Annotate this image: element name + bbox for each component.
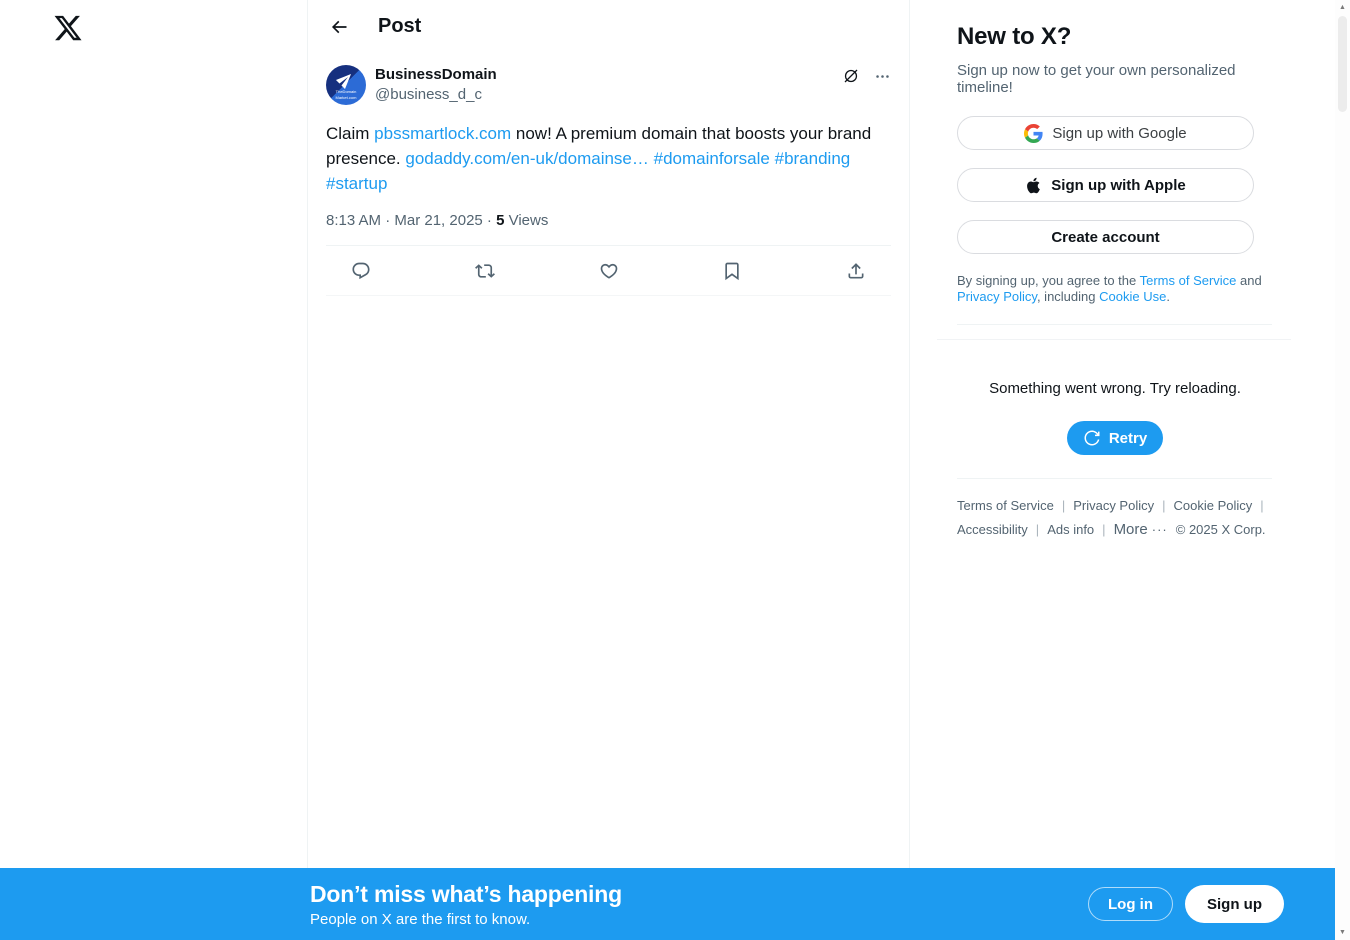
post-header <box>308 0 909 53</box>
banner-title: Don’t miss what’s happening <box>310 880 622 907</box>
divider <box>957 478 1272 479</box>
reply-button[interactable] <box>351 261 371 281</box>
copyright: © 2025 X Corp. <box>1175 522 1266 537</box>
legal-text <box>957 273 1267 305</box>
bottom-banner <box>0 868 1335 940</box>
grok-button[interactable] <box>842 67 860 85</box>
avatar[interactable] <box>326 65 366 105</box>
apple-icon <box>1025 176 1042 195</box>
scroll-down-icon[interactable]: ▼ <box>1339 929 1346 936</box>
tweet-hashtag-domainforsale[interactable]: #domainforsale <box>653 149 770 168</box>
divider <box>957 324 1272 325</box>
more-button[interactable] <box>874 68 891 85</box>
more-icon <box>874 68 891 85</box>
signup-google-label: Sign up with Google <box>1052 124 1187 142</box>
footer-links <box>957 494 1297 542</box>
arrow-left-icon <box>329 17 349 37</box>
banner-subtitle: People on X are the first to know. <box>310 910 531 928</box>
scrollbar-thumb[interactable] <box>1338 16 1347 112</box>
heart-icon <box>599 261 619 281</box>
error-box <box>957 380 1273 455</box>
tweet-action-row <box>326 246 891 295</box>
grok-icon <box>842 67 860 85</box>
x-logo[interactable] <box>53 13 83 43</box>
error-message: Something went wrong. Try reloading. <box>989 380 1241 397</box>
page-title: Post <box>378 15 422 37</box>
retry-button[interactable] <box>1067 421 1163 455</box>
bookmark-button[interactable] <box>722 261 742 281</box>
tweet <box>308 53 909 296</box>
tweet-meta <box>326 212 891 229</box>
refresh-icon <box>1083 429 1101 447</box>
tweet-text-plain: now! A premium domain that boosts your brand presence. <box>326 124 872 168</box>
legal-plain: . <box>1166 289 1170 304</box>
tweet-link-domain[interactable]: pbssmartlock.com <box>374 124 512 143</box>
create-account-label: Create account <box>1051 228 1160 246</box>
footer-link-accessibility[interactable]: Accessibility | <box>957 518 1047 542</box>
tweet-hashtag-branding[interactable]: #branding <box>774 149 851 168</box>
footer-link-terms[interactable]: Terms of Service | <box>957 494 1073 518</box>
tweet-text <box>326 121 876 196</box>
cookie-link[interactable]: Cookie Use <box>1099 289 1167 304</box>
signup-apple-button[interactable] <box>957 168 1254 202</box>
privacy-link[interactable]: Privacy Policy <box>957 289 1037 304</box>
right-sidebar <box>957 0 1292 542</box>
login-label: Log in <box>1108 895 1153 913</box>
author-handle: @business_d_c <box>375 86 482 103</box>
post-column <box>307 0 910 868</box>
google-icon <box>1024 124 1043 143</box>
tweet-text-plain: Claim <box>326 124 375 143</box>
legal-plain: , including <box>1036 289 1100 304</box>
rocket-icon <box>333 67 357 91</box>
footer-link-cookie[interactable]: Cookie Policy | <box>1174 494 1272 518</box>
legal-plain: and <box>1236 273 1262 288</box>
like-button[interactable] <box>599 261 619 281</box>
author-name[interactable]: BusinessDomain <box>375 66 497 83</box>
footer-link-privacy[interactable]: Privacy Policy | <box>1073 494 1173 518</box>
reply-icon <box>351 261 371 281</box>
share-icon <box>846 261 866 281</box>
avatar-text: Market.com <box>335 95 357 100</box>
repost-icon <box>475 261 495 281</box>
terms-link[interactable]: Terms of Service <box>1139 273 1237 288</box>
signup-button[interactable] <box>1185 885 1284 923</box>
tweet-hashtag-startup[interactable]: #startup <box>326 174 388 193</box>
retry-label: Retry <box>1108 429 1148 447</box>
signup-label: Sign up <box>1207 895 1262 913</box>
tweet-timestamp[interactable]: 8:13 AM · Mar 21, 2025 · <box>326 212 492 229</box>
back-button[interactable] <box>322 10 356 44</box>
create-account-button[interactable] <box>957 220 1254 254</box>
scroll-up-icon[interactable]: ▲ <box>1339 4 1346 11</box>
signup-subtitle: Sign up now to get your own personalized timeline! <box>957 62 1236 96</box>
x-logo-icon <box>53 13 83 43</box>
share-button[interactable] <box>846 261 866 281</box>
signup-apple-label: Sign up with Apple <box>1051 176 1186 194</box>
tweet-link-godaddy[interactable]: godaddy.com/en-uk/domainse… <box>405 149 649 168</box>
divider <box>937 339 1291 340</box>
footer-link-adsinfo[interactable]: Ads info | <box>1047 518 1113 542</box>
signup-title: New to X? <box>957 23 1072 50</box>
scrollbar[interactable] <box>1335 0 1350 940</box>
avatar-text: TheDomain <box>335 89 357 94</box>
bookmark-icon <box>722 261 742 281</box>
footer-more-button[interactable]: More <box>1113 521 1148 538</box>
login-button[interactable] <box>1088 887 1173 921</box>
divider <box>326 295 891 296</box>
legal-plain: By signing up, you agree to the <box>957 273 1140 288</box>
signup-google-button[interactable] <box>957 116 1254 150</box>
repost-button[interactable] <box>475 261 495 281</box>
views-label: Views <box>508 212 549 229</box>
views-count: 5 <box>496 212 505 229</box>
ellipsis-icon[interactable]: ··· <box>1151 522 1168 537</box>
